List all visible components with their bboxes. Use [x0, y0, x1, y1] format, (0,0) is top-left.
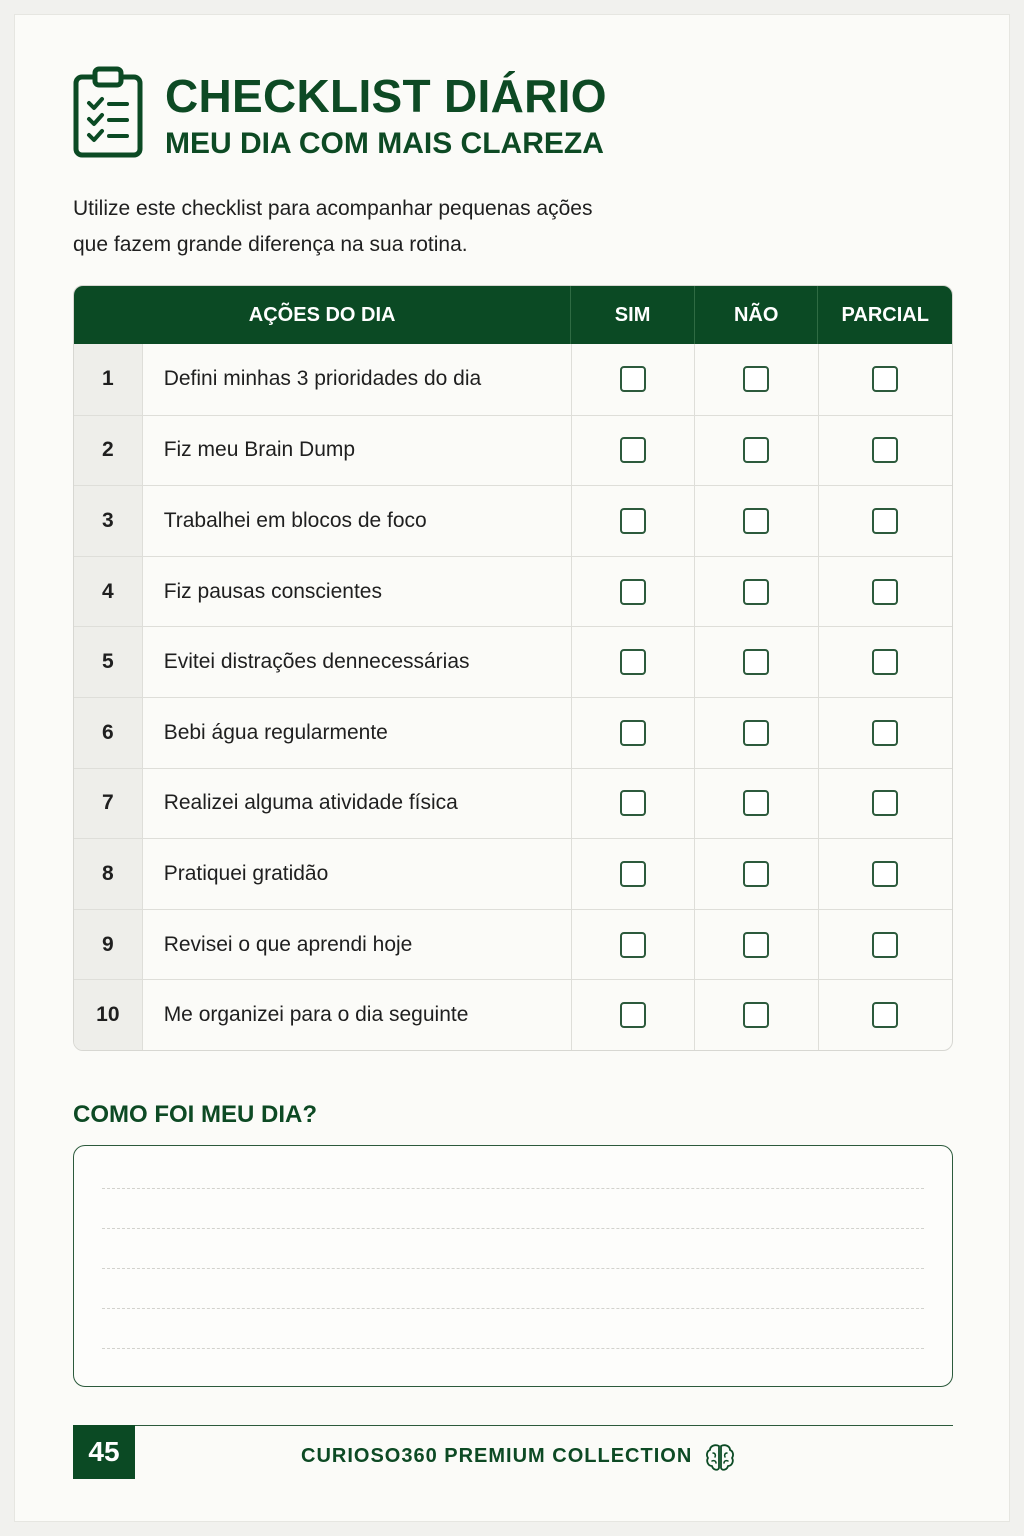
sim-checkbox[interactable] — [620, 720, 646, 746]
sim-checkbox[interactable] — [620, 649, 646, 675]
parcial-cell — [818, 627, 952, 697]
parcial-cell — [818, 344, 952, 415]
nao-checkbox[interactable] — [743, 720, 769, 746]
table-header — [74, 286, 952, 344]
row-number: 5 — [74, 627, 143, 697]
nao-cell — [694, 416, 817, 486]
intro-line: Utilize este checklist para acompanhar pequenas ações — [73, 197, 593, 220]
parcial-cell — [818, 486, 952, 556]
row-number: 10 — [74, 980, 143, 1050]
sim-cell — [571, 839, 694, 909]
table-row — [74, 415, 952, 486]
sim-checkbox[interactable] — [620, 579, 646, 605]
row-action-label: Fiz pausas conscientes — [163, 579, 382, 603]
row-action-label: Fiz meu Brain Dump — [163, 438, 356, 462]
sim-checkbox[interactable] — [620, 1002, 646, 1028]
page-header — [73, 63, 973, 183]
nao-cell — [694, 344, 817, 415]
sim-checkbox[interactable] — [620, 790, 646, 816]
parcial-checkbox[interactable] — [872, 790, 898, 816]
table-row — [74, 556, 952, 627]
row-number: 4 — [74, 557, 143, 627]
parcial-cell — [818, 839, 952, 909]
notes-writing-line — [102, 1188, 924, 1189]
nao-cell — [694, 627, 817, 697]
nao-checkbox[interactable] — [743, 579, 769, 605]
footer-divider — [135, 1425, 953, 1426]
parcial-cell — [818, 416, 952, 486]
parcial-cell — [818, 557, 952, 627]
sim-cell — [571, 769, 694, 839]
row-action-label: Bebi água regularmente — [163, 720, 388, 744]
sim-checkbox[interactable] — [620, 366, 646, 392]
parcial-cell — [818, 980, 952, 1050]
page-number: 45 — [73, 1425, 135, 1479]
nao-checkbox[interactable] — [743, 366, 769, 392]
parcial-checkbox[interactable] — [872, 649, 898, 675]
sim-checkbox[interactable] — [620, 861, 646, 887]
row-number: 7 — [74, 769, 143, 839]
parcial-checkbox[interactable] — [872, 437, 898, 463]
nao-checkbox[interactable] — [743, 649, 769, 675]
intro-line: que fazem grande diferença na sua rotina. — [73, 233, 468, 256]
sim-checkbox[interactable] — [620, 508, 646, 534]
page-title: CHECKLIST DIÁRIO — [165, 70, 607, 122]
sim-cell — [571, 627, 694, 697]
clipboard-checklist-icon — [73, 63, 143, 159]
nao-cell — [694, 486, 817, 556]
row-number: 8 — [74, 839, 143, 909]
sim-cell — [571, 980, 694, 1050]
notes-writing-line — [102, 1268, 924, 1269]
sim-cell — [571, 486, 694, 556]
intro-text — [73, 191, 713, 263]
sim-cell — [571, 698, 694, 768]
parcial-checkbox[interactable] — [872, 932, 898, 958]
parcial-cell — [818, 769, 952, 839]
row-action-label: Defini minhas 3 prioridades do dia — [163, 367, 482, 391]
table-body — [74, 344, 952, 1050]
nao-checkbox[interactable] — [743, 932, 769, 958]
sim-cell — [571, 910, 694, 980]
notes-writing-line — [102, 1348, 924, 1349]
nao-checkbox[interactable] — [743, 1002, 769, 1028]
parcial-checkbox[interactable] — [872, 720, 898, 746]
row-action-label: Trabalhei em blocos de foco — [163, 508, 427, 532]
notes-writing-line — [102, 1308, 924, 1309]
parcial-checkbox[interactable] — [872, 366, 898, 392]
table-row — [74, 838, 952, 909]
row-action-label: Me organizei para o dia seguinte — [163, 1003, 469, 1027]
sim-checkbox[interactable] — [620, 437, 646, 463]
notes-writing-line — [102, 1228, 924, 1229]
column-header-sim: SIM — [570, 286, 694, 344]
nao-cell — [694, 557, 817, 627]
nao-cell — [694, 910, 817, 980]
row-number: 2 — [74, 416, 143, 486]
nao-cell — [694, 769, 817, 839]
sim-cell — [571, 416, 694, 486]
row-number: 3 — [74, 486, 143, 556]
row-action-label: Realizei alguma atividade física — [163, 791, 458, 815]
table-row — [74, 909, 952, 980]
sim-checkbox[interactable] — [620, 932, 646, 958]
row-action-label: Revisei o que aprendi hoje — [163, 932, 413, 956]
row-number: 9 — [74, 910, 143, 980]
nao-cell — [694, 980, 817, 1050]
nao-checkbox[interactable] — [743, 437, 769, 463]
column-header-nao: NÃO — [694, 286, 818, 344]
table-row — [74, 344, 952, 415]
row-action-label: Pratiquei gratidão — [163, 861, 329, 885]
row-action-label: Evitei distrações dennecessárias — [163, 650, 470, 674]
sim-cell — [571, 557, 694, 627]
parcial-cell — [818, 910, 952, 980]
nao-cell — [694, 839, 817, 909]
parcial-checkbox[interactable] — [872, 1002, 898, 1028]
column-header-parcial: PARCIAL — [817, 286, 952, 344]
parcial-checkbox[interactable] — [872, 579, 898, 605]
notes-area[interactable] — [73, 1145, 953, 1387]
brain-icon — [703, 1441, 737, 1475]
sim-cell — [571, 344, 694, 415]
table-row — [74, 697, 952, 768]
nao-cell — [694, 698, 817, 768]
page-subtitle: MEU DIA COM MAIS CLAREZA — [165, 127, 604, 160]
notes-title: COMO FOI MEU DIA? — [73, 1101, 317, 1128]
checklist-table — [73, 285, 953, 1051]
table-row — [74, 485, 952, 556]
nao-checkbox[interactable] — [743, 790, 769, 816]
row-number: 1 — [74, 344, 143, 415]
parcial-checkbox[interactable] — [872, 861, 898, 887]
column-header-actions: AÇÕES DO DIA — [248, 303, 396, 326]
brand-name: CURIOSO360 PREMIUM COLLECTION — [301, 1445, 693, 1467]
table-row — [74, 626, 952, 697]
table-row — [74, 979, 952, 1050]
row-number: 6 — [74, 698, 143, 768]
parcial-cell — [818, 698, 952, 768]
nao-checkbox[interactable] — [743, 861, 769, 887]
parcial-checkbox[interactable] — [872, 508, 898, 534]
table-row — [74, 768, 952, 839]
checklist-page — [14, 14, 1010, 1522]
nao-checkbox[interactable] — [743, 508, 769, 534]
